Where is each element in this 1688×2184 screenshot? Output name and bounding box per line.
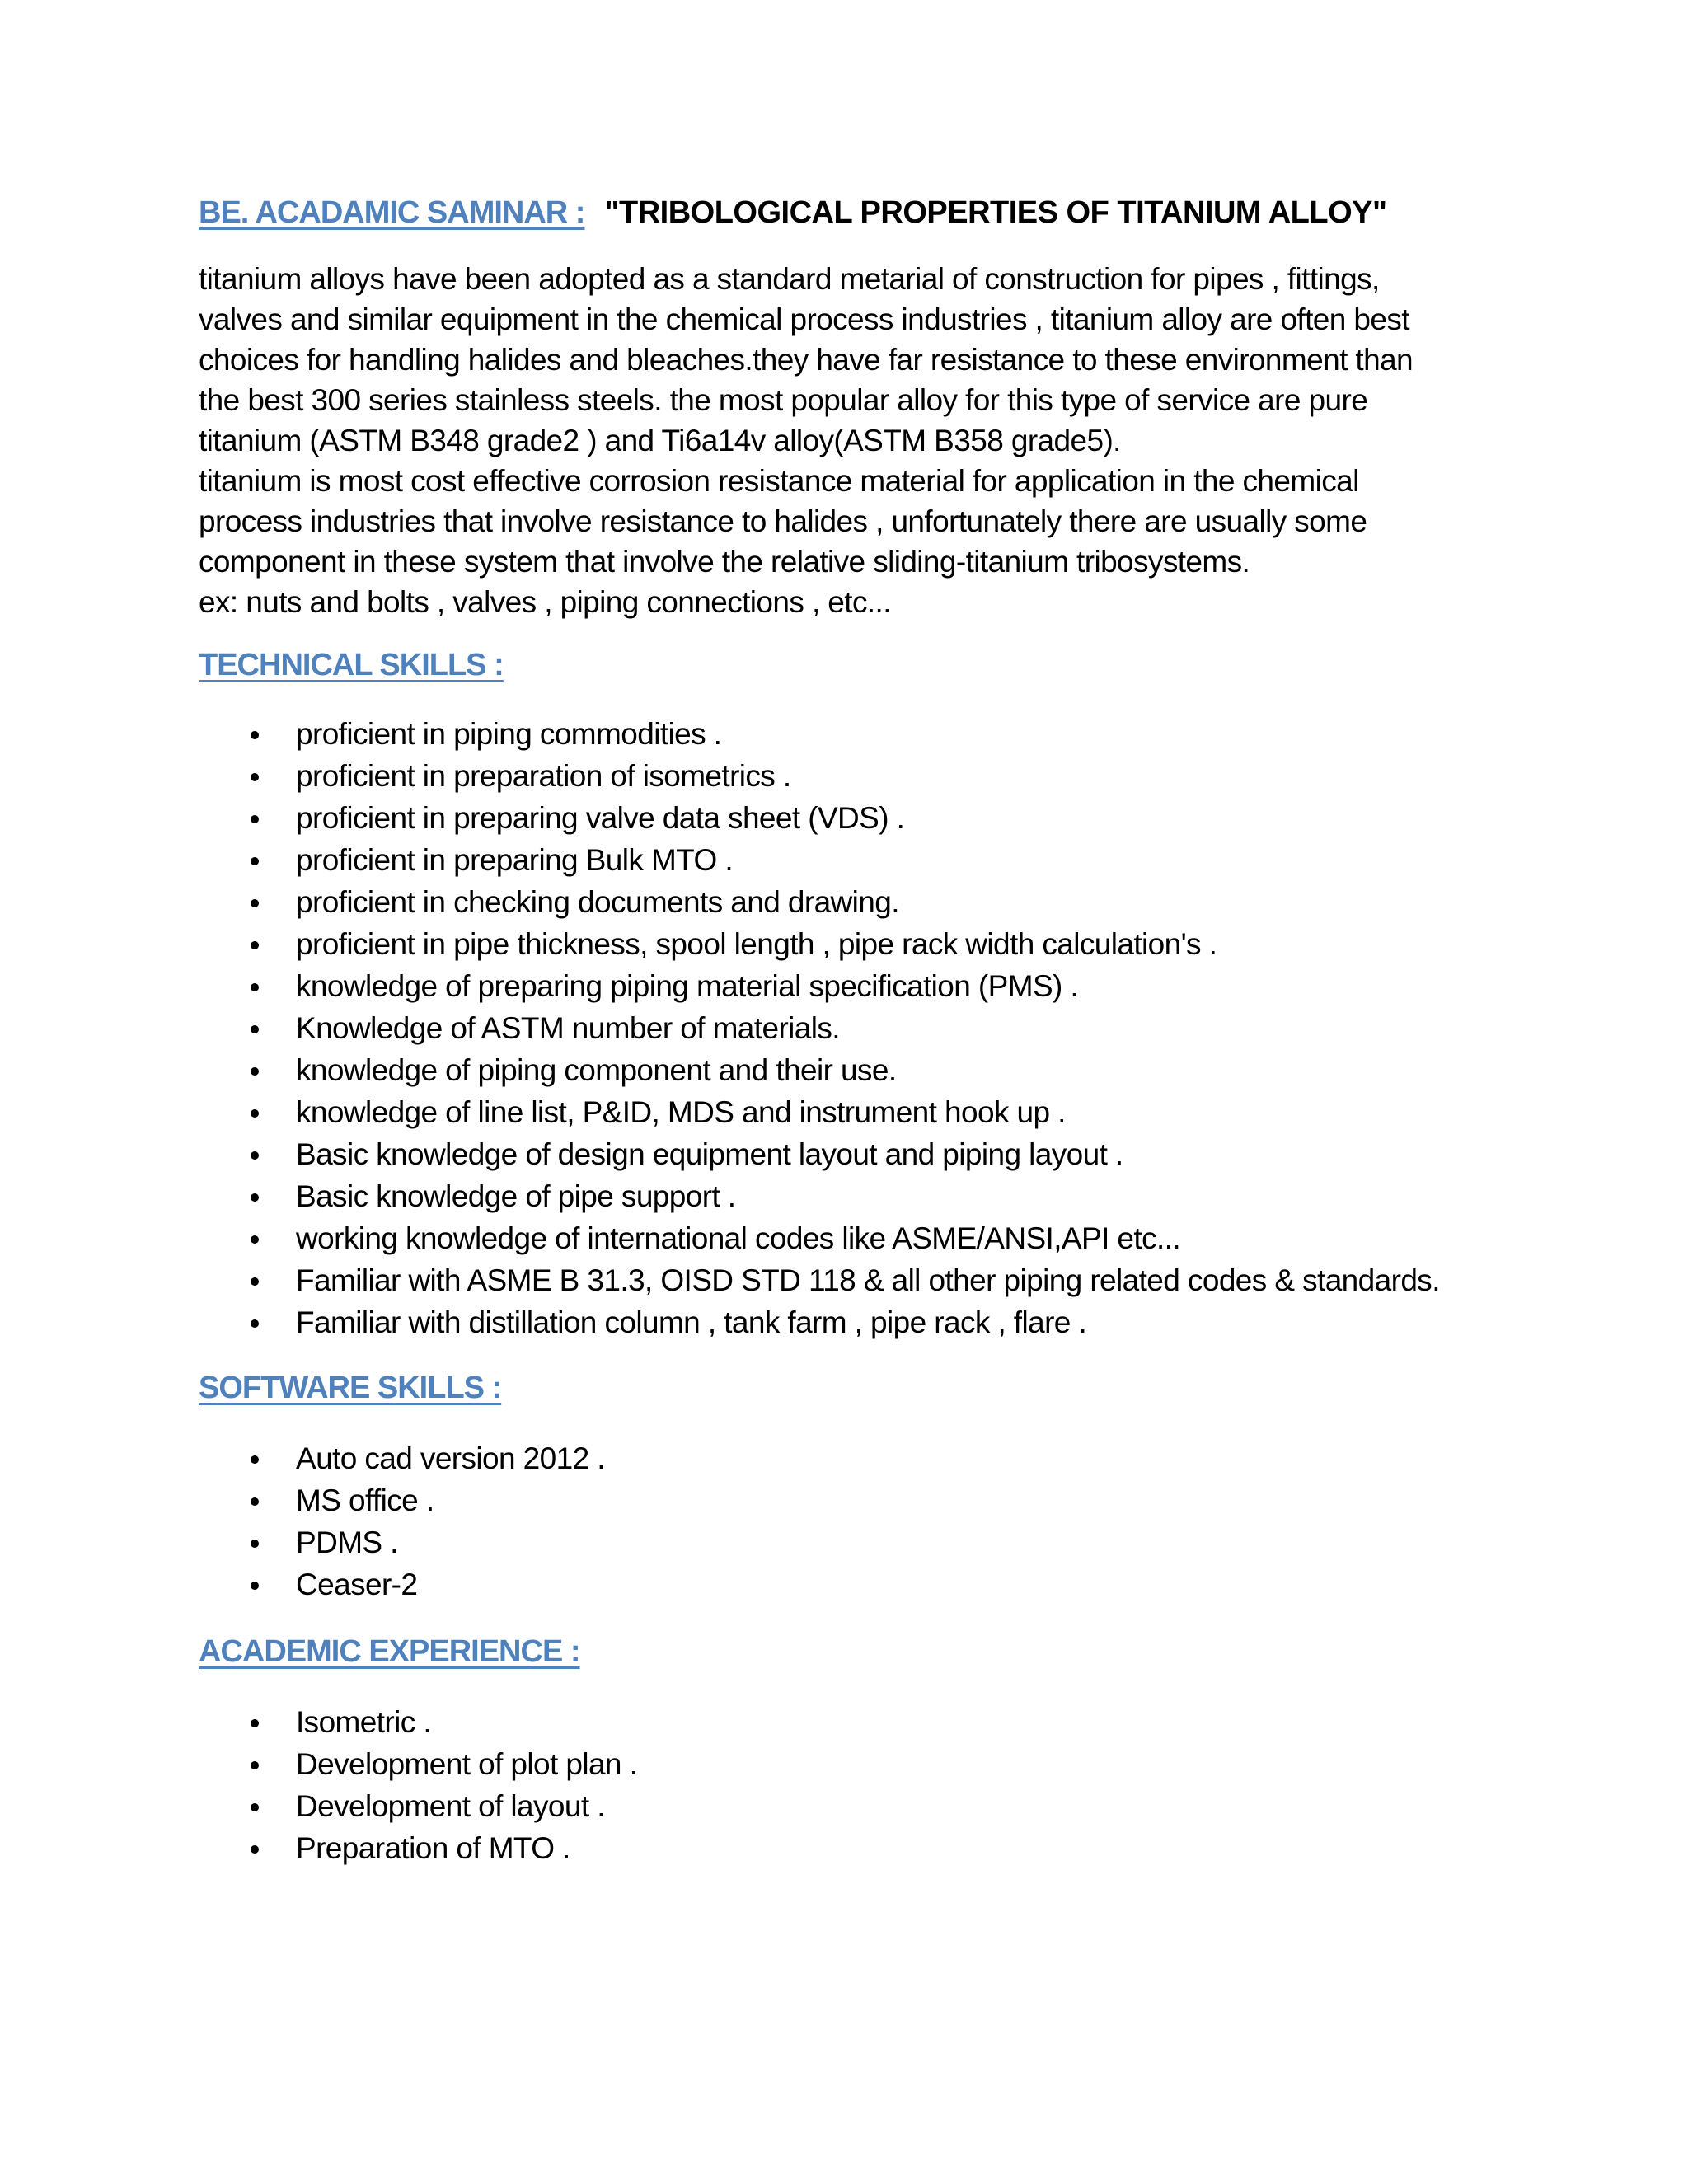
list-item-text: knowledge of piping component and their use. bbox=[296, 1053, 897, 1087]
list-item-text: proficient in piping commodities . bbox=[296, 717, 722, 751]
bullet-icon bbox=[251, 1803, 259, 1811]
list-item bbox=[199, 839, 1517, 881]
list-item bbox=[199, 1563, 1517, 1605]
list-item bbox=[199, 1785, 1517, 1827]
paragraph-line: valves and similar equipment in the chemical process industries , titanium alloy are often best bbox=[199, 302, 1409, 336]
academic-experience-heading: ACADEMIC EXPERIENCE : bbox=[199, 1634, 580, 1669]
seminar-title-line bbox=[199, 183, 1517, 242]
list-item-text: proficient in pipe thickness, spool length , pipe rack width calculation's . bbox=[296, 927, 1217, 961]
paragraph-line: component in these system that involve the relative sliding-titanium tribosystems. bbox=[199, 545, 1250, 579]
bullet-icon bbox=[251, 899, 259, 907]
bullet-icon bbox=[251, 1067, 259, 1076]
bullet-icon bbox=[251, 1025, 259, 1033]
list-item-text: Isometric . bbox=[296, 1705, 432, 1739]
paragraph-line: ex: nuts and bolts , valves , piping connections , etc... bbox=[199, 585, 891, 619]
paragraph-line: process industries that involve resistance to halides , unfortunately there are usually some bbox=[199, 504, 1367, 538]
list-item-text: proficient in preparation of isometrics . bbox=[296, 759, 791, 793]
list-item bbox=[199, 1701, 1517, 1743]
bullet-icon bbox=[251, 1235, 259, 1244]
list-item-text: MS office . bbox=[296, 1483, 434, 1517]
list-item-text: Preparation of MTO . bbox=[296, 1831, 570, 1865]
list-item-text: working knowledge of international codes like ASME/ANSI,API etc... bbox=[296, 1221, 1181, 1255]
list-item bbox=[199, 1301, 1517, 1343]
list-item bbox=[199, 1049, 1517, 1091]
list-item-text: Development of plot plan . bbox=[296, 1747, 638, 1781]
list-item bbox=[199, 713, 1517, 755]
list-item-text: Basic knowledge of design equipment layout and piping layout . bbox=[296, 1137, 1123, 1171]
list-item bbox=[199, 1217, 1517, 1259]
list-item bbox=[199, 1091, 1517, 1133]
list-item-text: proficient in checking documents and drawing. bbox=[296, 885, 899, 919]
bullet-icon bbox=[251, 1455, 259, 1464]
paragraph-line: the best 300 series stainless steels. the most popular alloy for this type of service are pure bbox=[199, 383, 1368, 417]
list-item bbox=[199, 1259, 1517, 1301]
bullet-icon bbox=[251, 1540, 259, 1548]
list-item-text: Familiar with ASME B 31.3, OISD STD 118 & all other piping related codes & standards. bbox=[296, 1263, 1440, 1297]
bullet-icon bbox=[251, 1277, 259, 1286]
seminar-heading: BE. ACADAMIC SAMINAR : bbox=[199, 195, 585, 230]
list-item-text: knowledge of preparing piping material specification (PMS) . bbox=[296, 969, 1079, 1003]
bullet-icon bbox=[251, 731, 259, 739]
bullet-icon bbox=[251, 815, 259, 823]
list-item-text: proficient in preparing Bulk MTO . bbox=[296, 843, 734, 877]
list-item-text: Knowledge of ASTM number of materials. bbox=[296, 1011, 840, 1045]
document-content bbox=[199, 183, 1517, 1869]
list-item bbox=[199, 1827, 1517, 1869]
technical-skills-heading: TECHNICAL SKILLS : bbox=[199, 648, 504, 682]
bullet-icon bbox=[251, 857, 259, 865]
list-item bbox=[199, 1007, 1517, 1049]
bullet-icon bbox=[251, 1109, 259, 1118]
software-skills-list bbox=[199, 1437, 1517, 1605]
bullet-icon bbox=[251, 1719, 259, 1727]
list-item bbox=[199, 1437, 1517, 1479]
list-item-text: Familiar with distillation column , tank farm , pipe rack , flare . bbox=[296, 1305, 1087, 1339]
bullet-icon bbox=[251, 1497, 259, 1506]
bullet-icon bbox=[251, 1845, 259, 1854]
list-item-text: knowledge of line list, P&ID, MDS and instrument hook up . bbox=[296, 1095, 1066, 1129]
list-item-text: Auto cad version 2012 . bbox=[296, 1441, 605, 1475]
bullet-icon bbox=[251, 773, 259, 781]
bullet-icon bbox=[251, 1761, 259, 1769]
software-skills-section-heading bbox=[199, 1363, 1517, 1413]
technical-skills-list bbox=[199, 713, 1517, 1343]
bullet-icon bbox=[251, 983, 259, 991]
bullet-icon bbox=[251, 1319, 259, 1328]
technical-skills-section-heading bbox=[199, 640, 1517, 690]
paragraph-line: titanium is most cost effective corrosion resistance material for application in the chemical bbox=[199, 464, 1359, 498]
paragraph-line: choices for handling halides and bleaches.they have far resistance to these environment than bbox=[199, 343, 1414, 377]
seminar-description bbox=[199, 259, 1517, 622]
list-item bbox=[199, 881, 1517, 923]
list-item bbox=[199, 1743, 1517, 1785]
software-skills-heading: SOFTWARE SKILLS : bbox=[199, 1371, 502, 1405]
bullet-icon bbox=[251, 1582, 259, 1590]
seminar-title: "TRIBOLOGICAL PROPERTIES OF TITANIUM ALLOY" bbox=[604, 195, 1387, 230]
list-item bbox=[199, 797, 1517, 839]
academic-experience-section-heading bbox=[199, 1627, 1517, 1676]
list-item-text: PDMS . bbox=[296, 1526, 398, 1559]
list-item-text: Development of layout . bbox=[296, 1789, 605, 1823]
paragraph-line: titanium (ASTM B348 grade2 ) and Ti6a14v alloy(ASTM B358 grade5). bbox=[199, 424, 1121, 457]
list-item bbox=[199, 1175, 1517, 1217]
list-item-text: proficient in preparing valve data sheet (VDS) . bbox=[296, 801, 905, 835]
paragraph-line: titanium alloys have been adopted as a standard metarial of construction for pipes , fittings, bbox=[199, 262, 1380, 296]
bullet-icon bbox=[251, 1193, 259, 1202]
list-item bbox=[199, 965, 1517, 1007]
list-item bbox=[199, 923, 1517, 965]
list-item bbox=[199, 1521, 1517, 1563]
list-item bbox=[199, 1479, 1517, 1521]
list-item bbox=[199, 755, 1517, 797]
list-item bbox=[199, 1133, 1517, 1175]
list-item-text: Basic knowledge of pipe support . bbox=[296, 1179, 736, 1213]
academic-experience-list bbox=[199, 1701, 1517, 1869]
list-item-text: Ceaser-2 bbox=[296, 1568, 418, 1601]
bullet-icon bbox=[251, 1151, 259, 1160]
bullet-icon bbox=[251, 941, 259, 949]
